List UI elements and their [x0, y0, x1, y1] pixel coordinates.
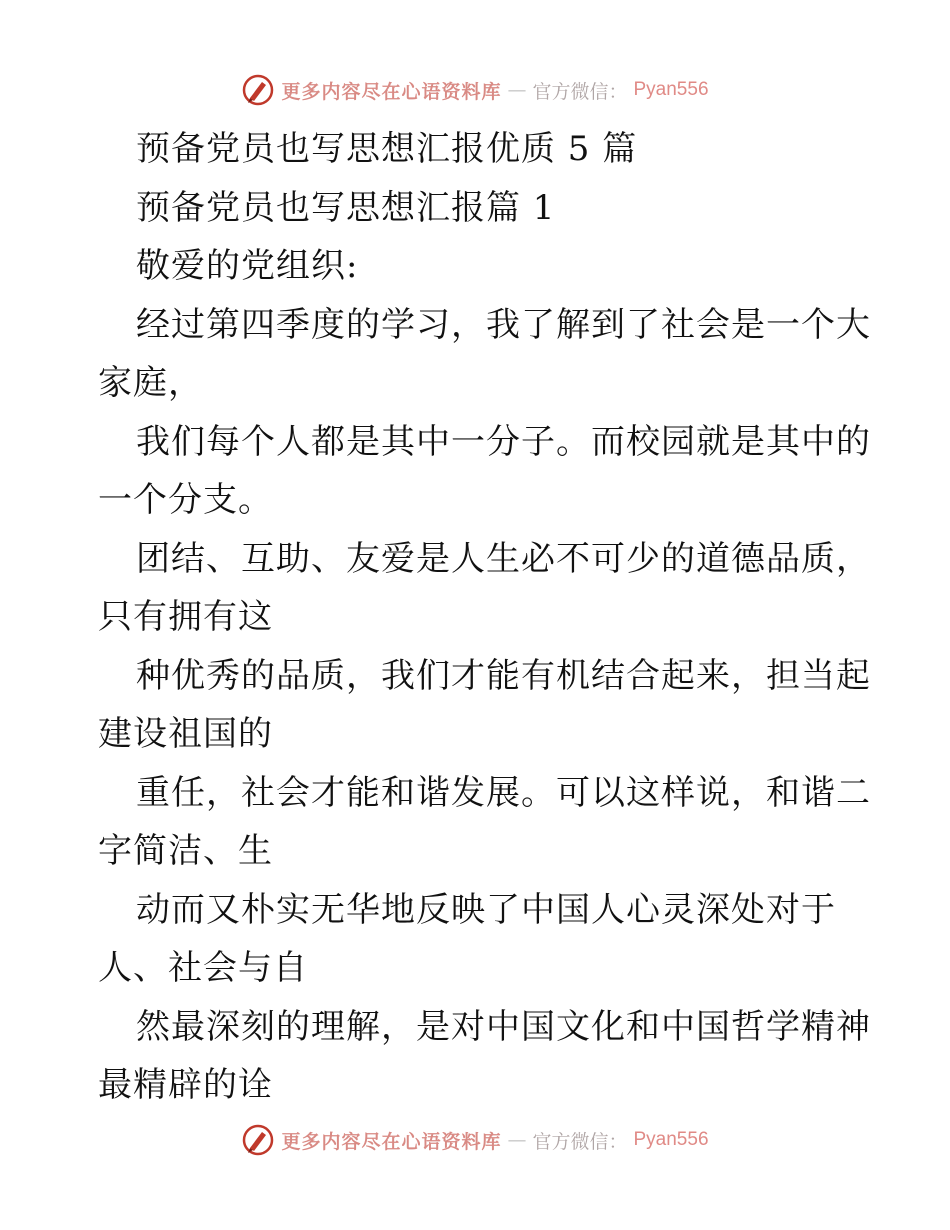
- paragraph-line: 一个分支。: [98, 480, 273, 520]
- paragraph-line: 然最深刻的理解，是对中国文化和中国哲学精神: [136, 1006, 871, 1047]
- paragraph-line: 家庭，: [98, 363, 203, 403]
- footer-watermark: [0, 1120, 950, 1160]
- paragraph-line: 人、社会与自: [98, 948, 308, 988]
- watermark-account: Pyan556: [633, 1129, 709, 1150]
- paragraph-line: 字简洁、生: [98, 831, 273, 871]
- paragraph-line: 重任，社会才能和谐发展。可以这样说，和谐二: [136, 772, 871, 813]
- paragraph-line: 最精辟的诠: [98, 1065, 273, 1105]
- document-title: 预备党员也写思想汇报优质 5 篇: [136, 129, 638, 169]
- watermark-promo-text: 更多内容尽在心语资料库: [281, 80, 502, 103]
- paragraph-line: 建设祖国的: [98, 714, 273, 754]
- header-watermark: [0, 70, 950, 110]
- pen-logo-icon: [241, 1123, 275, 1157]
- paragraph-line: 我们每个人都是其中一分子。而校园就是其中的: [136, 421, 871, 462]
- watermark-dash: —: [507, 79, 527, 101]
- watermark-account: Pyan556: [633, 79, 709, 100]
- watermark-dash: —: [507, 1129, 527, 1151]
- watermark-wechat-label: 官方微信：: [532, 80, 628, 103]
- watermark-wechat-label: 官方微信：: [532, 1130, 628, 1153]
- watermark-promo-text: 更多内容尽在心语资料库: [281, 1130, 502, 1153]
- paragraph-line: 团结、互助、友爱是人生必不可少的道德品质，: [136, 538, 871, 579]
- paragraph-line: 动而又朴实无华地反映了中国人心灵深处对于: [136, 889, 836, 930]
- paragraph-line: 只有拥有这: [98, 597, 273, 637]
- pen-logo-icon: [241, 73, 275, 107]
- paragraph-line: 种优秀的品质，我们才能有机结合起来，担当起: [136, 655, 871, 696]
- section-heading: 预备党员也写思想汇报篇 1: [136, 187, 556, 228]
- document-body: [98, 120, 871, 1115]
- paragraph-line: 经过第四季度的学习，我了解到了社会是一个大: [136, 304, 871, 345]
- salutation: 敬爱的党组织:: [136, 246, 359, 286]
